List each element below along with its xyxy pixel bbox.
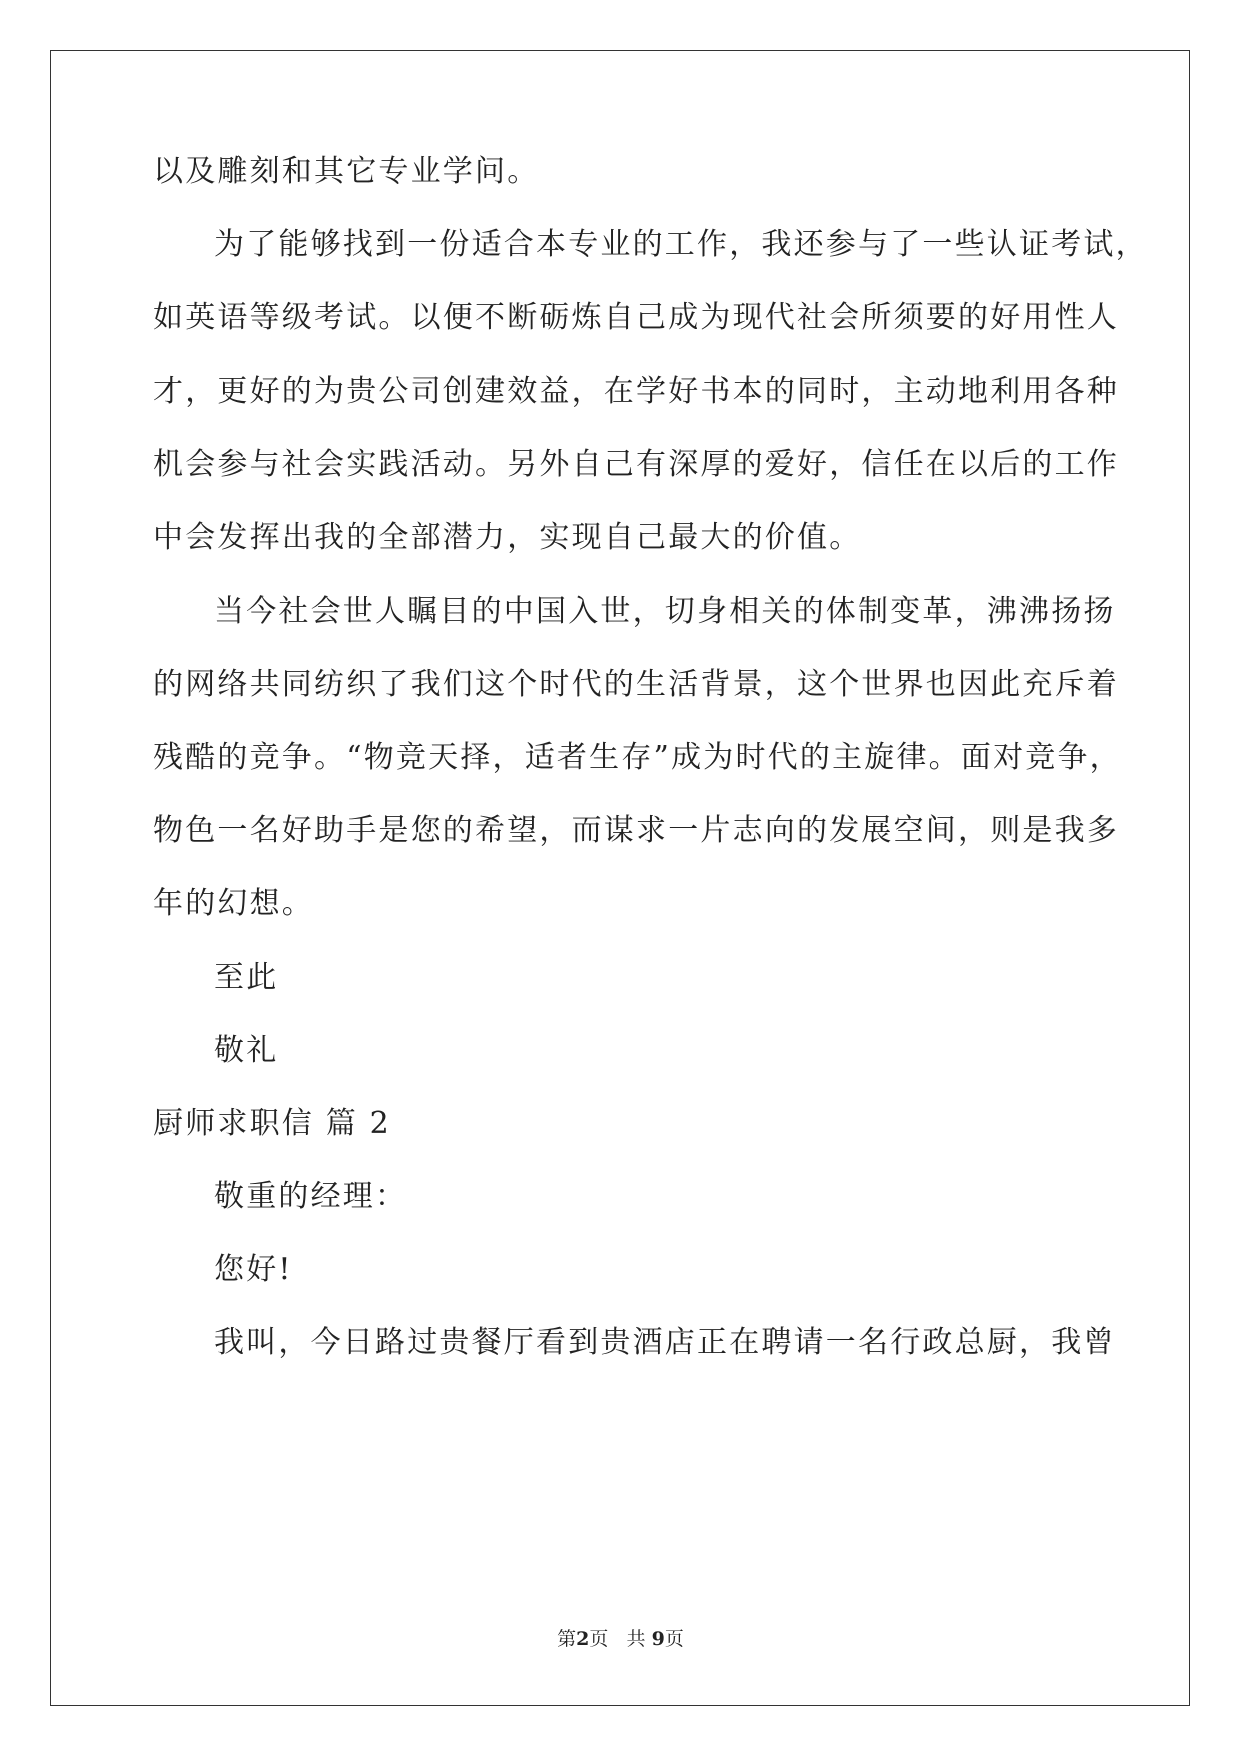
paragraph-start-line: 当今社会世人瞩目的中国入世，切身相关的体制变革，沸沸扬扬	[214, 594, 1116, 629]
paragraph-start-line: 我叫，今日路过贵餐厅看到贵酒店正在聘请一名行政总厨，我曾	[214, 1325, 1116, 1360]
greeting-line: 您好!	[214, 1252, 293, 1287]
section-heading: 厨师求职信 篇 2	[153, 1106, 391, 1141]
body-line: 中会发挥出我的全部潜力，实现自己最大的价值。	[153, 520, 862, 555]
body-line: 的网络共同纺织了我们这个时代的生活背景，这个世界也因此充斥着	[153, 667, 1119, 702]
footer-total-unit: 页	[664, 1628, 684, 1650]
footer-prefix: 第	[557, 1628, 577, 1650]
closing-line: 至此	[214, 960, 279, 995]
footer-total-prefix: 共	[626, 1628, 646, 1650]
body-line: 如英语等级考试。以便不断砺炼自己成为现代社会所须要的好用性人	[153, 300, 1119, 335]
body-line: 物色一名好助手是您的希望，而谋求一片志向的发展空间，则是我多	[153, 813, 1119, 848]
body-line: 以及雕刻和其它专业学问。	[153, 154, 540, 189]
paragraph-start-line: 为了能够找到一份适合本专业的工作，我还参与了一些认证考试，	[214, 227, 1148, 262]
body-line: 残酷的竞争。“物竞天择，适者生存”成为时代的主旋律。面对竞争，	[153, 740, 1122, 775]
body-line: 机会参与社会实践活动。另外自己有深厚的爱好，信任在以后的工作	[153, 447, 1119, 482]
salutation-line: 敬礼	[214, 1033, 279, 1068]
body-line: 年的幻想。	[153, 886, 314, 921]
body-line: 才，更好的为贵公司创建效益，在学好书本的同时，主动地利用各种	[153, 374, 1119, 409]
total-pages-number: 9	[651, 1628, 665, 1650]
current-page-number: 2	[576, 1628, 590, 1650]
greeting-line: 敬重的经理：	[214, 1179, 408, 1214]
page-number-footer	[0, 1627, 1241, 1651]
footer-page-unit: 页	[589, 1628, 609, 1650]
